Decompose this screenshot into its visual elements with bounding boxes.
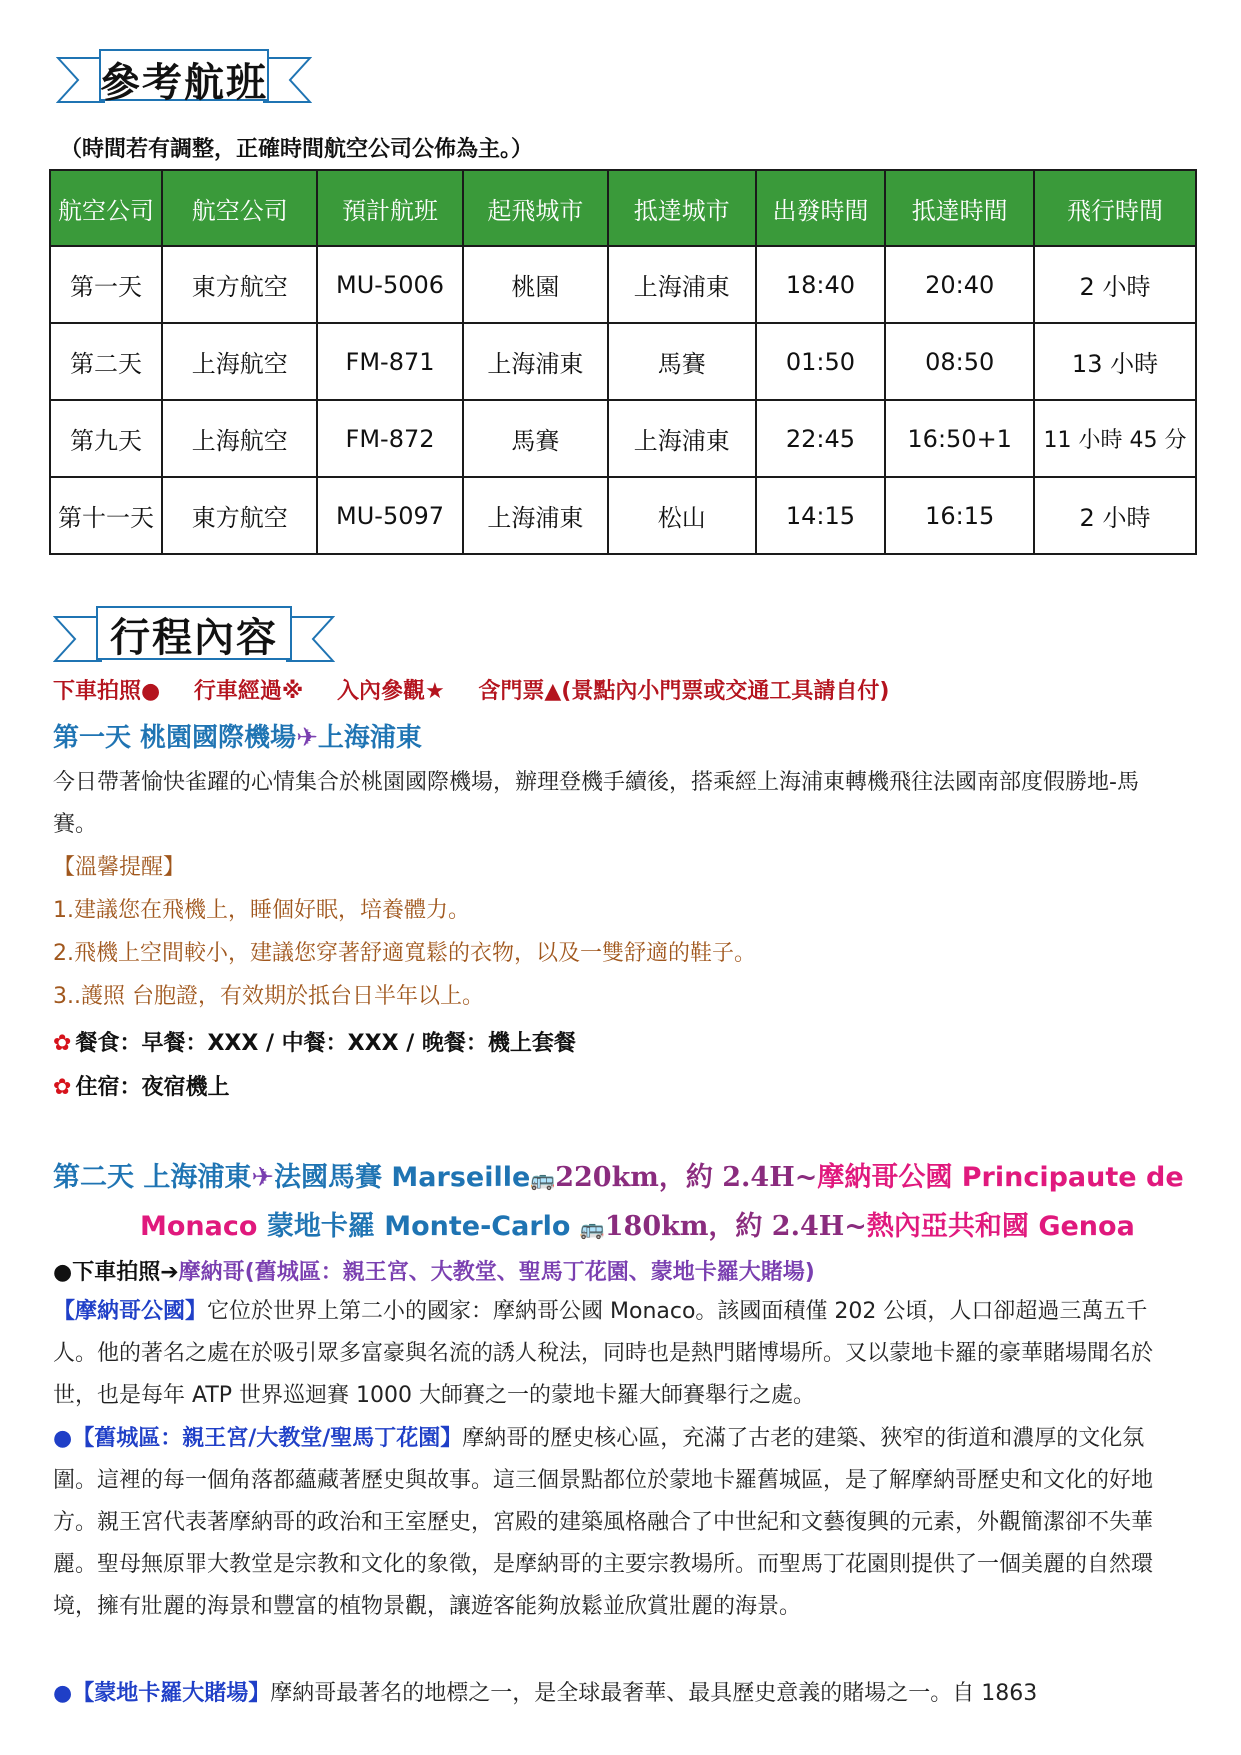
photo-label: ●下車拍照 (53, 1260, 161, 1285)
day2-heading-monaco: 摩納哥公國 Principaute de (817, 1162, 1184, 1193)
table-cell: 桃園 (463, 246, 608, 323)
col-header: 抵達城市 (608, 170, 756, 246)
col-header: 航空公司 (50, 170, 162, 246)
legend-visit: 入內參觀★ (336, 679, 445, 704)
table-cell: FM-872 (317, 400, 462, 477)
table-cell: 馬賽 (463, 400, 608, 477)
table-row (50, 246, 1196, 323)
table-cell: 東方航空 (162, 477, 317, 554)
day2-distance1: 220km，約 2.4H~ (555, 1162, 818, 1193)
table-row (50, 323, 1196, 400)
tips-title: 【溫馨提醒】 (53, 855, 186, 880)
table-cell: 2 小時 (1034, 246, 1196, 323)
tip-item: 2.飛機上空間較小，建議您穿著舒適寬鬆的衣物，以及一雙舒適的鞋子。 (53, 941, 756, 966)
legend (53, 674, 889, 705)
monaco-text: 它位於世界上第二小的國家：摩納哥公國 Monaco。該國面積僅 202 公頃，人口卻超過三萬五千人。他的著名之處在於吸引眾多富豪與名流的誘人稅法，同時也是熱門賭博場所。又以蒙地卡羅的豪華賭場聞名於世，也是每年 ATP 世界巡迴賽 1000 大師賽之一的蒙地卡羅大師賽舉行之處。 (53, 1299, 1154, 1408)
bus-icon: 🚌 (530, 1167, 556, 1191)
table-cell: 上海浦東 (463, 477, 608, 554)
lodging (53, 1070, 229, 1101)
table-cell: MU-5006 (317, 246, 462, 323)
photo-places: 摩納哥(舊城區：親王宮、大教堂、聖馬丁花園、蒙地卡羅大賭場) (178, 1260, 815, 1285)
day1-heading-dest: 上海浦東 (317, 723, 422, 753)
tip-item: 1.建議您在飛機上，睡個好眠，培養體力。 (53, 898, 470, 923)
table-cell: 第二天 (50, 323, 162, 400)
table-cell: 上海浦東 (608, 246, 756, 323)
day1-description: 今日帶著愉快雀躍的心情集合於桃園國際機場，辦理登機手續後，搭乘經上海浦東轉機飛往法國南部度假勝地-馬賽。 (53, 770, 1139, 837)
plane-icon: ✈ (251, 1162, 275, 1193)
table-cell: 14:15 (756, 477, 886, 554)
tip-item: 3..護照 台胞證，有效期於抵台日半年以上。 (53, 984, 484, 1009)
col-header: 出發時間 (756, 170, 886, 246)
table-cell: MU-5097 (317, 477, 462, 554)
table-cell: 上海浦東 (608, 400, 756, 477)
itinerary-banner (53, 605, 335, 669)
day2-photo-stop (53, 1255, 815, 1286)
arrow-icon: ➔ (160, 1260, 179, 1285)
flower-icon: ✿ (53, 1031, 72, 1056)
table-header-row (50, 170, 1196, 246)
table-cell: 東方航空 (162, 246, 317, 323)
col-header: 飛行時間 (1034, 170, 1196, 246)
casino-paragraph (53, 1673, 1173, 1715)
table-cell: 馬賽 (608, 323, 756, 400)
legend-ticket: 含門票▲(景點內小門票或交通工具請自付) (478, 679, 890, 704)
day2-heading-montecarlo: 蒙地卡羅 Monte-Carlo (266, 1211, 571, 1242)
oldtown-text: 摩納哥的歷史核心區，充滿了古老的建築、狹窄的街道和濃厚的文化氛圍。這裡的每一個角落都蘊藏著歷史與故事。這三個景點都位於蒙地卡羅舊城區，是了解摩納哥歷史和文化的好地方。親王宮代表著摩納哥的政治和王室歷史，宮殿的建築風格融合了中世紀和文藝復興的元素，外觀簡潔卻不失華麗。聖母無原罪大教堂是宗教和文化的象徵，是摩納哥的主要宗教場所。而聖馬丁花園則提供了一個美麗的自然環境，擁有壯麗的海景和豐富的植物景觀，讓遊客能夠放鬆並欣賞壯麗的海景。 (53, 1426, 1154, 1619)
flights-title: 參考航班 (100, 59, 268, 106)
casino-title: 【蒙地卡羅大賭場】 (72, 1681, 271, 1706)
table-cell: 08:50 (885, 323, 1034, 400)
day2-heading-line1 (53, 1155, 1184, 1194)
table-cell: 16:50+1 (885, 400, 1034, 477)
col-header: 起飛城市 (463, 170, 608, 246)
col-header: 航空公司 (162, 170, 317, 246)
col-header: 抵達時間 (885, 170, 1034, 246)
day1-heading-origin: 第一天 桃園國際機場 (53, 723, 297, 753)
table-cell: 20:40 (885, 246, 1034, 323)
table-cell: 2 小時 (1034, 477, 1196, 554)
table-cell: 01:50 (756, 323, 886, 400)
day2-heading-line2 (140, 1204, 1135, 1243)
table-cell: 18:40 (756, 246, 886, 323)
meals (53, 1026, 576, 1057)
table-cell: FM-871 (317, 323, 462, 400)
table-cell: 11 小時 45 分 (1034, 400, 1196, 477)
itinerary-title: 行程內容 (110, 614, 278, 661)
day2-distance2: 180km，約 2.4H~ (604, 1211, 867, 1242)
oldtown-title: 【舊城區：親王宮/大教堂/聖馬丁花園】 (72, 1426, 463, 1451)
flights-banner (56, 48, 312, 110)
flights-table (49, 169, 1197, 555)
table-cell: 上海航空 (162, 323, 317, 400)
monaco-title: 【摩納哥公國】 (53, 1299, 208, 1324)
casino-text: 摩納哥最著名的地標之一，是全球最奢華、最具歷史意義的賭場之一。自 1863 (270, 1681, 1038, 1706)
bullet-icon: ● (53, 1426, 73, 1451)
day2-heading-genoa: 熱內亞共和國 Genoa (866, 1211, 1135, 1242)
flights-note: （時間若有調整，正確時間航空公司公佈為主。） (60, 137, 534, 162)
table-row (50, 477, 1196, 554)
table-cell: 上海浦東 (463, 323, 608, 400)
table-cell: 13 小時 (1034, 323, 1196, 400)
bullet-icon: ● (53, 1681, 73, 1706)
legend-photo: 下車拍照● (53, 679, 161, 704)
meals-text: 餐食：早餐：XXX / 中餐：XXX / 晚餐：機上套餐 (75, 1031, 576, 1056)
table-cell: 16:15 (885, 477, 1034, 554)
day2-heading-marseille: 法國馬賽 Marseille (274, 1162, 531, 1193)
table-cell: 第一天 (50, 246, 162, 323)
table-cell: 第十一天 (50, 477, 162, 554)
table-cell: 松山 (608, 477, 756, 554)
legend-drive: 行車經過※ (193, 679, 304, 704)
lodging-text: 住宿：夜宿機上 (75, 1075, 230, 1100)
col-header: 預計航班 (317, 170, 462, 246)
day2-heading-monaco-cont: Monaco (140, 1211, 267, 1242)
table-cell: 上海航空 (162, 400, 317, 477)
plane-icon: ✈ (296, 723, 318, 753)
bus-icon: 🚌 (579, 1216, 605, 1240)
monaco-paragraph (53, 1291, 1173, 1417)
oldtown-paragraph (53, 1418, 1173, 1628)
table-row (50, 400, 1196, 477)
day2-heading-origin: 第二天 上海浦東 (53, 1162, 252, 1193)
table-cell: 第九天 (50, 400, 162, 477)
day1-heading (53, 717, 422, 754)
table-cell: 22:45 (756, 400, 886, 477)
flower-icon: ✿ (53, 1075, 72, 1100)
